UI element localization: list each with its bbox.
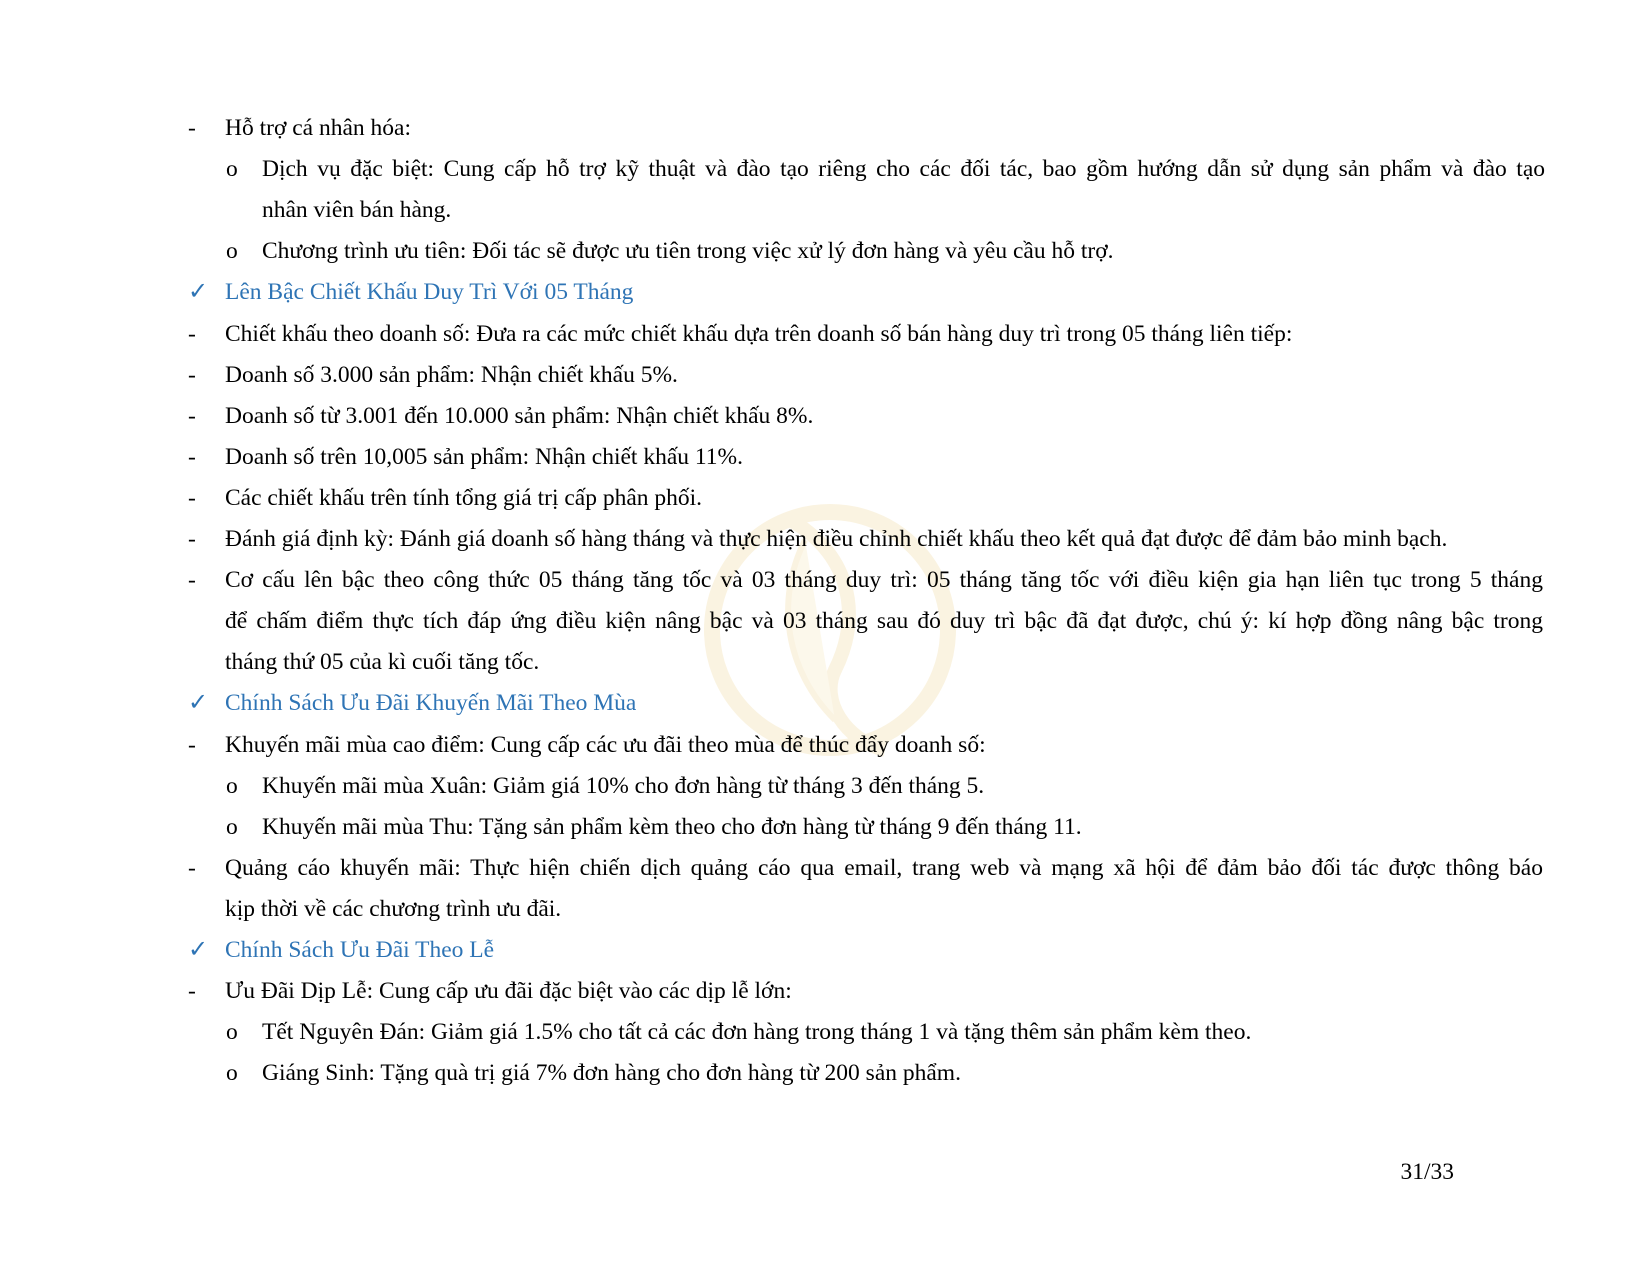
check-icon: ✓ [188,937,209,963]
list-item-text: tháng thứ 05 của kì cuối tăng tốc. [225,649,540,675]
check-icon: ✓ [188,690,209,716]
list-item-text: Cơ cấu lên bậc theo công thức 05 tháng tăng tốc và 03 tháng duy trì: 05 tháng tăng tốc với điều kiện gia hạn liên tục trong 5 tháng [225,567,1543,593]
list-item-text: Chương trình ưu tiên: Đối tác sẽ được ưu tiên trong việc xử lý đơn hàng và yêu cầu hỗ trợ. [262,238,1114,264]
dash-bullet-icon: - [188,855,196,881]
list-item-text: Khuyến mãi mùa Xuân: Giảm giá 10% cho đơn hàng từ tháng 3 đến tháng 5. [262,773,985,799]
section-heading: Chính Sách Ưu Đãi Khuyến Mãi Theo Mùa [225,690,637,716]
list-item-text: Tết Nguyên Đán: Giảm giá 1.5% cho tất cả các đơn hàng trong tháng 1 và tặng thêm sản phẩm kèm theo. [262,1019,1252,1045]
circle-bullet-icon: o [226,1060,238,1086]
list-item-text: Doanh số từ 3.001 đến 10.000 sản phẩm: Nhận chiết khấu 8%. [225,403,814,429]
list-item-text: để chấm điểm thực tích đáp ứng điều kiện nâng bậc và 03 tháng sau đó duy trì bậc đã đạt được, chú ý: kí hợp đồng nâng bậc trong [225,608,1543,634]
list-item-text: Dịch vụ đặc biệt: Cung cấp hỗ trợ kỹ thuật và đào tạo riêng cho các đối tác, bao gồm hướng dẫn sử dụng sản phẩm và đào tạo [262,156,1545,182]
list-item-text: Giáng Sinh: Tặng quà trị giá 7% đơn hàng cho đơn hàng từ 200 sản phẩm. [262,1060,961,1086]
dash-bullet-icon: - [188,978,196,1004]
list-item-text: Khuyến mãi mùa cao điểm: Cung cấp các ưu đãi theo mùa để thúc đẩy doanh số: [225,732,986,758]
page-number: 31/33 [1400,1159,1454,1185]
list-item-text: Doanh số 3.000 sản phẩm: Nhận chiết khấu 5%. [225,362,678,388]
list-item-text: Hỗ trợ cá nhân hóa: [225,115,412,141]
dash-bullet-icon: - [188,526,196,552]
dash-bullet-icon: - [188,485,196,511]
circle-bullet-icon: o [226,156,238,182]
circle-bullet-icon: o [226,814,238,840]
dash-bullet-icon: - [188,567,196,593]
dash-bullet-icon: - [188,115,196,141]
list-item-text: Đánh giá định kỳ: Đánh giá doanh số hàng tháng và thực hiện điều chỉnh chiết khấu theo kết quả đạt được để đảm bảo minh bạch. [225,526,1448,552]
list-item-text: Chiết khấu theo doanh số: Đưa ra các mức chiết khấu dựa trên doanh số bán hàng duy trì trong 05 tháng liên tiếp: [225,321,1293,347]
dash-bullet-icon: - [188,321,196,347]
section-heading: Chính Sách Ưu Đãi Theo Lễ [225,937,495,963]
check-icon: ✓ [188,279,209,305]
list-item-text: nhân viên bán hàng. [262,197,452,223]
list-item-text: kịp thời về các chương trình ưu đãi. [225,896,562,922]
circle-bullet-icon: o [226,1019,238,1045]
dash-bullet-icon: - [188,403,196,429]
list-item-text: Khuyến mãi mùa Thu: Tặng sản phẩm kèm theo cho đơn hàng từ tháng 9 đến tháng 11. [262,814,1082,840]
dash-bullet-icon: - [188,444,196,470]
dash-bullet-icon: - [188,732,196,758]
list-item-text: Quảng cáo khuyến mãi: Thực hiện chiến dịch quảng cáo qua email, trang web và mạng xã hội để đảm bảo đối tác được thông báo [225,855,1543,881]
section-heading: Lên Bậc Chiết Khấu Duy Trì Với 05 Tháng [225,279,634,305]
list-item-text: Các chiết khấu trên tính tổng giá trị cấp phân phối. [225,485,703,511]
circle-bullet-icon: o [226,773,238,799]
dash-bullet-icon: - [188,362,196,388]
list-item-text: Ưu Đãi Dịp Lễ: Cung cấp ưu đãi đặc biệt vào các dịp lễ lớn: [225,978,792,1004]
list-item-text: Doanh số trên 10,005 sản phẩm: Nhận chiết khấu 11%. [225,444,743,470]
circle-bullet-icon: o [226,238,238,264]
